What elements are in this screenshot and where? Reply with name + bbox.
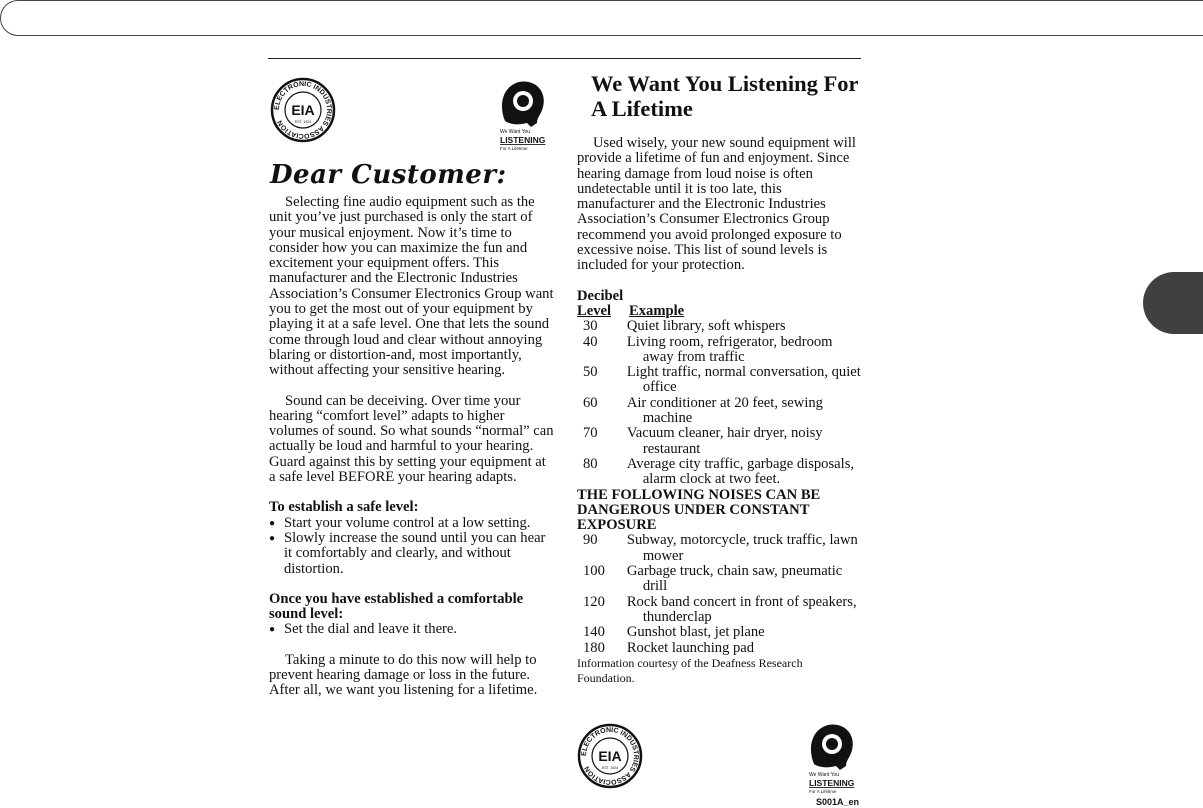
decibel-value: 140	[583, 624, 605, 641]
noise-example: Average city traffic, garbage disposals, alarm clock at two feet.	[626, 455, 855, 488]
listening-logo	[497, 77, 551, 153]
noise-example: Rock band concert in front of speakers, thunderclap	[626, 593, 857, 625]
noise-example: Living room, refrigerator, bedroom away from traffic	[626, 333, 833, 365]
decibel-value: 90	[583, 532, 598, 549]
eia-logo	[270, 77, 336, 143]
svg-text:We Want You: We Want You	[809, 772, 840, 778]
page-title: We Want You Listening For A Lifetime	[591, 71, 859, 121]
salutation: Dear Customer:	[270, 160, 507, 190]
table-row	[577, 641, 862, 656]
table-row	[577, 564, 862, 595]
table-row	[577, 625, 862, 640]
example-column-header: Example	[629, 302, 685, 319]
top-bar	[0, 0, 1203, 36]
table-header	[577, 289, 862, 320]
source-credit: Information courtesy of the Deafness Research Foundation.	[577, 655, 803, 686]
noise-example: Rocket launching pad	[626, 639, 755, 656]
sound-level-table	[577, 319, 862, 487]
decibel-value: 40	[583, 333, 598, 350]
deceiving-paragraph: Sound can be deceiving. Over time your hearing “comfort level” adapts to higher volumes of sound. So what sounds “normal” can actually be loud and harmful to your hearing. Guard against this by setting your equipment at a safe level BEFORE your hearing adapts.	[269, 392, 554, 486]
svg-text:For A Lifetime: For A Lifetime	[809, 789, 837, 794]
noise-example: Vacuum cleaner, hair dryer, noisy restaurant	[626, 425, 823, 457]
svg-text:LISTENING: LISTENING	[809, 778, 855, 788]
noise-example: Gunshot blast, jet plane	[626, 624, 765, 641]
table-row	[577, 319, 862, 334]
level-column-header: Level	[577, 302, 612, 319]
table-row	[577, 457, 862, 488]
list-item: ● Start your volume control at a low setting.	[269, 516, 554, 531]
decibel-value: 30	[583, 318, 598, 335]
comfort-level-heading: Once you have established a comfortable sound level:	[269, 590, 524, 623]
noise-example: Subway, motorcycle, truck traffic, lawn mower	[626, 532, 858, 564]
svg-text:For A Lifetime: For A Lifetime	[500, 146, 528, 151]
decibel-value: 70	[583, 425, 598, 442]
decibel-label: Decibel	[577, 287, 624, 304]
document-code: S001A_en	[816, 797, 860, 807]
svg-text:EST. 1924: EST. 1924	[294, 120, 312, 124]
list-item: ● Slowly increase the sound until you can hear it comfortably and clearly, and without distortion.	[269, 531, 554, 577]
left-column	[269, 195, 554, 699]
closing-paragraph: Taking a minute to do this now will help to prevent hearing damage or loss in the future. After all, we want you listening for a lifetime.	[269, 651, 538, 699]
decibel-value: 180	[583, 639, 605, 656]
section-tab-marker	[1143, 272, 1203, 334]
decibel-value: 100	[583, 563, 605, 580]
safe-level-heading: To establish a safe level:	[269, 499, 419, 516]
svg-text:ELECTRONIC INDUSTRIES ASSOCIAT: ELECTRONIC INDUSTRIES ASSOCIATION	[273, 80, 333, 140]
noise-example: Air conditioner at 20 feet, sewing machine	[626, 394, 823, 427]
table-row	[577, 426, 862, 457]
decibel-value: 120	[583, 593, 605, 610]
danger-level-table	[577, 533, 862, 655]
svg-text:ELECTRONIC INDUSTRIES ASSOCIAT: ELECTRONIC INDUSTRIES ASSOCIATION	[580, 726, 640, 786]
svg-text:LISTENING: LISTENING	[500, 135, 546, 145]
svg-text:We Want You: We Want You	[500, 129, 531, 135]
decibel-value: 50	[583, 364, 598, 381]
decibel-value: 80	[583, 455, 598, 472]
table-row	[577, 335, 862, 366]
eia-logo-bottom	[577, 723, 643, 789]
noise-example: Light traffic, normal conversation, quiet office	[626, 364, 861, 396]
noise-example: Quiet library, soft whispers	[626, 318, 786, 335]
listening-logo-bottom	[806, 720, 860, 796]
decibel-value: 60	[583, 394, 598, 411]
list-item: ● Set the dial and leave it there.	[269, 622, 554, 637]
right-intro-paragraph: Used wisely, your new sound equipment will provide a lifetime of fun and enjoyment. Since hearing damage from loud noise is often undetectable until it is too late, this manufacturer and the Electronic Industries Association’s Consumer Electronics Group recommend you avoid prolonged exposure to excessive noise. This list of sound levels is included for your protection.	[577, 135, 856, 274]
table-row	[577, 533, 862, 564]
table-row	[577, 396, 862, 427]
svg-text:EIA: EIA	[291, 102, 315, 118]
danger-warning: THE FOLLOWING NOISES CAN BE DANGEROUS UNDER CONSTANT EXPOSURE	[577, 486, 821, 534]
intro-paragraph: Selecting fine audio equipment such as the unit you’ve just purchased is only the start of your musical enjoyment. Now it’s time to consider how you can maximize the fun and excitement your equipment offers. This manufacturer and the Electronic Industries Association’s Consumer Electronics Group want you to get the most out of your equipment by playing it at a safe level. One that lets the sound come through loud and clear without annoying blaring or distortion-and, most importantly, without affecting your sensitive hearing.	[269, 194, 554, 379]
table-row	[577, 595, 862, 626]
svg-text:EIA: EIA	[598, 748, 622, 764]
svg-text:EST. 1924: EST. 1924	[601, 766, 619, 770]
top-rule	[268, 58, 861, 59]
noise-example: Garbage truck, chain saw, pneumatic drill	[626, 563, 843, 595]
table-row	[577, 365, 862, 396]
right-column	[577, 136, 862, 687]
